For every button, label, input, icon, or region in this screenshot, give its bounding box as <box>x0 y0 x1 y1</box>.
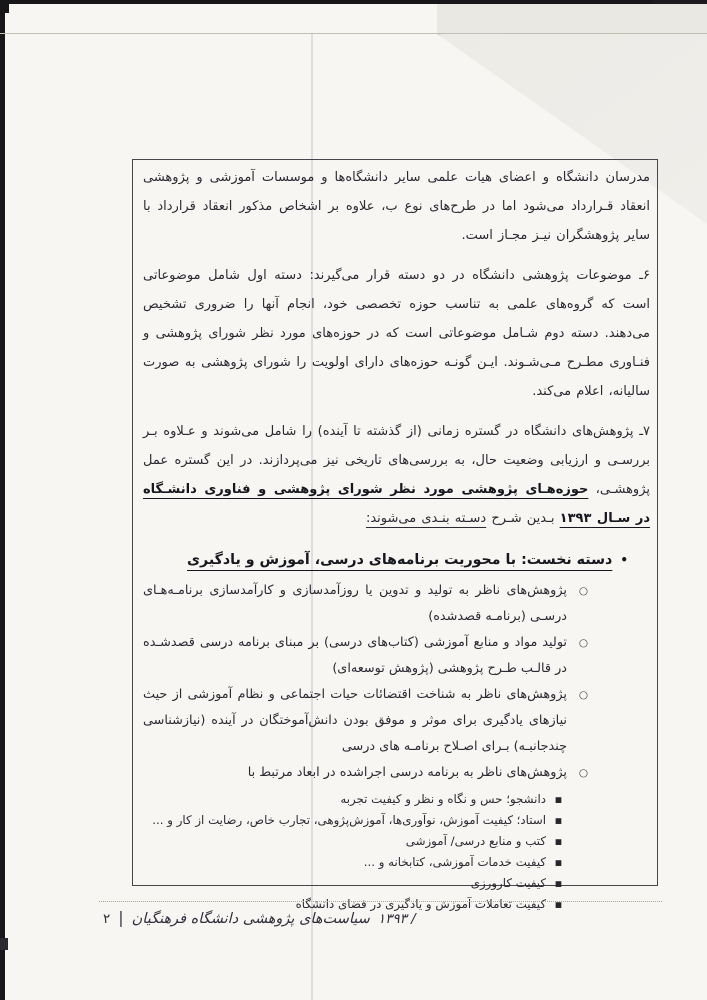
document-text-frame <box>132 159 658 911</box>
square-bullet-icon: ■ <box>554 900 562 909</box>
page-footer <box>103 908 416 927</box>
scan-left-edge <box>0 0 5 1000</box>
paragraph-item-6: ۶ـ موضوعات پژوهشی دانشگاه در دو دسته قرار می‌گیرند: دسته اول شامل موضوعاتی است که گروه‌های علمی به تناسب حوزه تخصصی خود، انجام آنها را ضروری تشخیص می‌دهند. دسته دوم شـامل موضوعاتی است که در حوزه‌های مورد نظر شورای پژوهشی و فنـاوری مطـرح مـی‌شـوند. ایـن گونـه حوزه‌های دارای اولویت را شورای پژوهشی به صورت سالیانه، اعلام می‌کند. <box>143 268 650 399</box>
paper-top-shadow <box>437 4 707 33</box>
footer-divider-line <box>99 901 662 902</box>
list-item <box>143 578 588 630</box>
paragraph-item-7-bold-underline: حوزه‌هـای پژوهشی مورد نظر شورای پژوهشی و فناوری دانشـگاه در سـال ۱۳۹۳ <box>143 482 650 526</box>
list-item-text: کتب و منابع درسی/ آموزشی <box>405 834 546 848</box>
list-item-text: تولید مواد و منابع آموزشی (کتاب‌های درسی) بر مبنای برنامه درسی قصدشـده در قالـب طـرح پژوهشی (پژوهش توسعه‌ای) <box>143 635 567 676</box>
circle-bullet-list <box>143 578 588 786</box>
footer-separator: | <box>118 908 124 927</box>
paragraph-item-7-text-2: بـدین شـرح <box>486 511 560 526</box>
list-item-text: پژوهش‌های ناظر به شناخت اقتضائات حیات اجتماعی و نظام آموزشی از حیث نیازهای یادگیری برای موثر و موفق بودن دانش‌آموختگان در آینده (نیازشناسی چندجانبـه) بـرای اصـلاح برنامـه های درسی <box>143 687 567 754</box>
list-item <box>143 873 562 894</box>
list-item-text: پژوهش‌های ناظر به تولید و تدوین یا روزآمدسازی و کارآمدسازی برنامـه‌هـای درسـی (برنامـه قصدشده) <box>143 583 567 624</box>
list-item-text: کیفیت خدمات آموزشی، کتابخانه و ... <box>363 855 546 869</box>
footer-page-number: ۲ <box>103 911 111 927</box>
bullet-icon: • <box>620 553 628 567</box>
list-item <box>143 789 562 810</box>
square-bullet-icon: ■ <box>554 816 562 825</box>
list-item <box>143 831 562 852</box>
section-heading-text: دسته نخست: با محوریت برنامه‌های درسی، آموزش و یادگیری <box>187 552 613 568</box>
list-item-text: کیفیت کارورزی <box>470 876 546 890</box>
list-item <box>143 682 588 760</box>
list-item-text: کیفیت تعاملات آموزش و یادگیری در فضای دانشگاه <box>295 897 546 911</box>
paragraph-item-7 <box>143 417 650 533</box>
list-item <box>143 810 562 831</box>
scan-left-notch <box>0 938 8 950</box>
paragraph-item-7-underline: دسـته بنـدی می‌شوند: <box>365 511 487 526</box>
square-bullet-list <box>143 789 562 915</box>
circle-bullet-icon: ○ <box>578 637 588 649</box>
square-bullet-icon: ■ <box>554 837 562 846</box>
footer-document-title: سیاست‌های پژوهشی دانشگاه فرهنگیان <box>131 911 370 927</box>
paper-top-edge-line <box>0 33 707 34</box>
list-item <box>143 852 562 873</box>
square-bullet-icon: ■ <box>554 879 562 888</box>
footer-year: / ۱۳۹۳ <box>377 911 416 927</box>
paragraph-contracts: مدرسان دانشگاه و اعضای هیات علمی سایر دانشگاه‌ها و موسسات آموزشی و پژوهشی انعقاد قـرارداد می‌شود اما در طرح‌های نوع ب، علاوه بر اشخاص مذکور انعقاد قرارداد با سایر پژوهشگران نیـز مجـاز است. <box>143 170 650 243</box>
circle-bullet-icon: ○ <box>578 689 588 701</box>
circle-bullet-icon: ○ <box>578 585 588 597</box>
section-heading-first-category <box>143 549 628 571</box>
square-bullet-icon: ■ <box>554 858 562 867</box>
square-bullet-icon: ■ <box>554 795 562 804</box>
list-item-text: دانشجو؛ حس و نگاه و نظر و کیفیت تجربه <box>340 792 546 806</box>
list-item <box>143 760 588 786</box>
list-item <box>143 630 588 682</box>
list-item-text: پژوهش‌های ناظر به برنامه درسی اجراشده در ابعاد مرتبط با <box>247 765 567 780</box>
paragraph-item-7-text: ۷ـ پژوهش‌های دانشگاه در گستره زمانی (از گذشته تا آینده) را شامل می‌شوند و عـلاوه بـر بررسـی و ارزیابی وضعیت حال، به بررسی‌های تاریخی نیز می‌پردازند. در این گستره عمل پژوهشـی، <box>143 424 651 497</box>
circle-bullet-icon: ○ <box>578 767 588 779</box>
list-item-text: استاد؛ کیفیت آموزش، نوآوری‌ها، آموزش‌پژوهی، تجارب خاص، رضایت از کار و ... <box>152 813 546 827</box>
